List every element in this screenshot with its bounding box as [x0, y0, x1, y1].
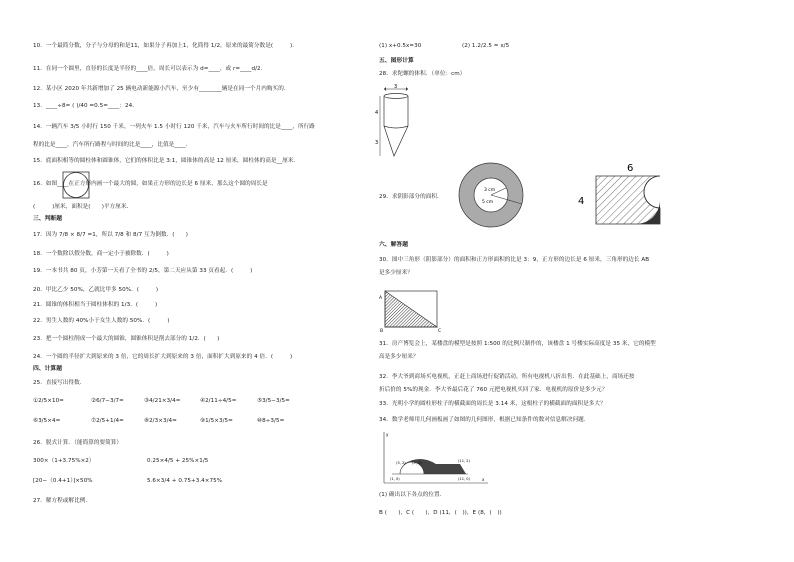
expr-1: 300×（1+3.75%×2）: [33, 458, 95, 464]
q10: 10．一个最简分数，分子与分母的和是11，如果分子再加上1，化简得 1/2，原来的最简分数是( )．: [33, 43, 298, 49]
q26: 26．脱式计算．（能简算的要简算）: [33, 440, 123, 446]
calc-item: ⑦2/5+1/4=: [91, 418, 124, 424]
coordinate-figure: [374, 428, 494, 488]
expr-2: 0.25×4/5 + 25%×1/5: [147, 458, 209, 464]
q16-cont: ( )厘米，面积是( )平方厘米．: [33, 204, 133, 210]
q34-part1-blanks: B ( )，C ( )，D (11，( ))，E (8，( )): [379, 510, 502, 516]
outer-radius-label: 5 cm: [482, 200, 494, 205]
q14: 14．一辆汽车 3/5 小时行 150 千米，一列火车 1.5 小时行 120 千米，汽车与火车所行时间的比是____，所行路: [33, 124, 315, 130]
spinning-top-figure: [374, 84, 414, 162]
figure-circle: [64, 173, 89, 198]
width-label: 6: [627, 163, 634, 174]
point-label: (5, 2): [412, 461, 422, 465]
section-figure-title: 五、图形计算: [379, 58, 414, 64]
q28: 28．求陀螺的体积．（单位：cm）: [379, 71, 466, 77]
point-b-label: B: [380, 329, 384, 333]
q34-part1: (1) 确出以下各点的位置．: [379, 492, 446, 498]
section-judge-title: 三、判断题: [33, 216, 62, 222]
q13: 13．____÷8= ( )/40 =0.5=____：24．: [33, 103, 138, 109]
calc-item: ⑩8÷3/5=: [257, 418, 285, 424]
dimension-label: 3: [394, 84, 398, 90]
q17: 17．因为 7/8 × 8/7 =1，所以 7/8 和 8/7 互为倒数．( ): [33, 232, 189, 238]
q33: 33．光明小学的圆柱形柱子的横截面的周长是 3.14 米，这根柱子的横截面的面积是多大？: [379, 401, 606, 407]
q31-cont: 高是多少厘米？: [379, 354, 419, 360]
q14-cont: 程的比是____，汽车所行路程与时间的比是____，比值是____．: [33, 142, 192, 148]
ring-figure: [456, 160, 526, 230]
inner-radius-label: 3 cm: [484, 188, 496, 193]
section-answer-title: 六、解答题: [379, 242, 408, 248]
y-axis-label: y: [386, 432, 389, 437]
point-label: (3, 2): [396, 461, 406, 465]
q32-cont: 折后价的 5%的现金．李大爷最后花了 760 元把电视机买回了家．电视机的原价是多少元？: [379, 387, 608, 393]
section-calc-title: 四、计算题: [33, 366, 62, 372]
q25: 25．直接写出得数．: [33, 380, 86, 386]
equation-2: (2) 1.2/2.5 = x/5: [462, 43, 510, 49]
q30-cont: 是多少厘米？: [379, 270, 413, 276]
calc-item: ②6/7−3/7=: [91, 398, 124, 404]
hatched-region: [596, 176, 660, 224]
calc-item: ⑥3/5×4=: [33, 418, 61, 424]
q15: 15．底面积相等的圆柱体和圆锥体，它们的体积比是 3:1，圆锥体的高是 12 厘米，圆柱体的高是__厘米．: [33, 158, 300, 164]
point-label: (1, 0): [390, 477, 400, 481]
dimension-label: 3: [375, 140, 379, 146]
calc-item: ③4/21×3/4=: [144, 398, 181, 404]
calc-item: ⑧2/3×3/4=: [144, 418, 177, 424]
q22: 22．男生人数的 40%小于女生人数的 50%．( ): [33, 318, 170, 324]
q27: 27．解方程或解比例．: [33, 498, 92, 504]
point-a-label: A: [379, 296, 383, 301]
point-label: (11, 0): [458, 477, 470, 481]
q30: 30．图中三角形（阴影部分）的面积和正方形面积的比是 3：9，正方形的边长是 6 厘米，三角形的边长 AB: [379, 257, 650, 263]
point-c-label: C: [438, 329, 442, 333]
square-triangle-figure: [377, 283, 447, 333]
q21: 21．圆锥的体积相当于圆柱体积的 1/3．( ): [33, 302, 158, 308]
calc-item: ⑨1/5×3/5=: [200, 418, 233, 424]
q23: 23．把一个圆柱削成一个最大的圆锥，圆锥体积是削去部分的 1/2．( ): [33, 336, 220, 342]
q31: 31．房产博览会上，某楼盘的模型是按照 1:500 的比例尺制作的，该楼盘 1 号楼实际高度是 35 米，它的模型: [379, 341, 656, 347]
q20: 20．甲比乙少 50%，乙就比甲多 50%．( ): [33, 287, 159, 293]
shaded-triangle: [385, 291, 437, 327]
x-axis-label: x: [482, 477, 485, 482]
q24: 24．一个圆的半径扩大到原来的 3 倍，它的周长扩大到原来的 3 倍，面积扩大到原来的 4 倍．( ): [33, 354, 293, 360]
equation-1: (1) x+0.5x=30: [379, 43, 422, 49]
calc-item: ④2/11÷4/5=: [200, 398, 237, 404]
q34: 34．数学老师用几何画板画了如图的几何图形，根据已知条件的数对信息解决问题．: [379, 417, 590, 423]
height-label: 4: [578, 196, 585, 207]
q19: 19．一本书共 80 页，小芳第一天看了全书的 2/5，第二天应从第 33 页看起．( ): [33, 268, 253, 274]
square-circle-figure: [62, 171, 90, 199]
cylinder-top: [384, 94, 408, 99]
q11: 11．在同一个圆里，直径的长度是半径的____倍，周长可以表示为 d=____，或 r=____d/2．: [33, 66, 267, 72]
calc-item: ①2/5×10=: [33, 398, 64, 404]
q18: 18．一个数除以假分数，商一定小于被除数．( ): [33, 251, 169, 257]
point-label: (11, 2): [458, 459, 470, 463]
calc-item: ⑤3/5−3/5=: [257, 398, 290, 404]
dimension-label: 4: [375, 110, 379, 116]
expr-4: 5.6×3/4 + 0.75+3.4×75%: [147, 478, 223, 484]
hatched-rectangle-figure: [574, 160, 684, 230]
expr-3: [20−（0.4+1）]×50%: [33, 478, 93, 484]
q12: 12．某小区 2020 年共新增加了 25 辆电动新能源小汽车，至少有________辆是在同一个月内购买的．: [33, 86, 290, 92]
q29: 29．求阴影部分的面积．: [379, 194, 443, 200]
q16: 16．如图____在正方形内画一个最大的圆，如果正方形的边长是 6 厘米，那么这个圆的周长是: [33, 181, 268, 187]
q32: 32．李大爷到商场买电视机，正赶上商场进行促销活动，所有电视机八折出售．在此基础上，商场还按: [379, 374, 635, 380]
